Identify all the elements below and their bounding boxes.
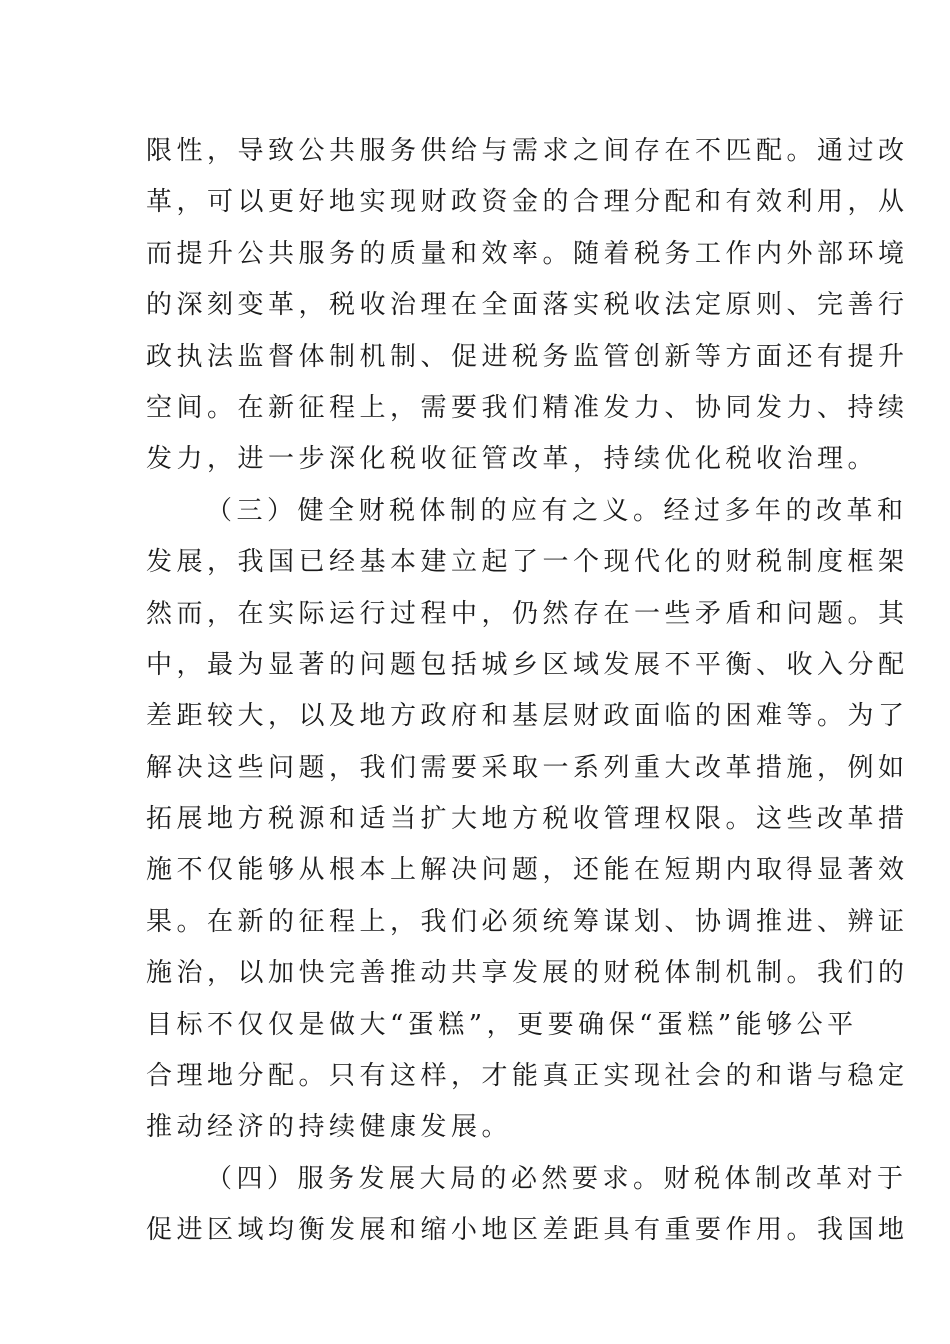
body-text (146, 126, 909, 1257)
section-heading-line: （四）服务发展大局的必然要求。财税体制改革对于 (206, 1163, 908, 1194)
text-line: 解决这些问题，我们需要采取一系列重大改革措施，例如 (146, 752, 909, 783)
text-line: 中，最为显著的问题包括城乡区域发展不平衡、收入分配 (146, 649, 909, 680)
text-line: 果。在新的征程上，我们必须统筹谋划、协调推进、辨证 (146, 906, 909, 937)
section-heading-line: （三）健全财税体制的应有之义。经过多年的改革和 (206, 495, 908, 526)
text-line: 空间。在新征程上，需要我们精准发力、协同发力、持续 (146, 392, 909, 423)
text-line: 政执法监督体制机制、促进税务监管创新等方面还有提升 (146, 341, 909, 372)
text-line: 目标不仅仅是做大“蛋糕”，更要确保“蛋糕”能够公平 (146, 1009, 858, 1040)
text-line: 而提升公共服务的质量和效率。随着税务工作内外部环境 (146, 238, 909, 269)
text-line: 施不仅能够从根本上解决问题，还能在短期内取得显著效 (146, 855, 909, 886)
text-line: 合理地分配。只有这样，才能真正实现社会的和谐与稳定 (146, 1061, 909, 1092)
text-line: 差距较大，以及地方政府和基层财政面临的困难等。为了 (146, 701, 909, 732)
text-line: 限性，导致公共服务供给与需求之间存在不匹配。通过改 (146, 136, 909, 166)
text-line: 发力，进一步深化税收征管改革，持续优化税收治理。 (146, 444, 879, 475)
text-line: 促进区域均衡发展和缩小地区差距具有重要作用。我国地 (146, 1215, 909, 1246)
text-line: 发展，我国已经基本建立起了一个现代化的财税制度框架 (146, 547, 909, 578)
text-line: 施治，以加快完善推动共享发展的财税体制机制。我们的 (146, 958, 909, 989)
text-line: 然而，在实际运行过程中，仍然存在一些矛盾和问题。其 (146, 598, 909, 629)
text-line: 的深刻变革，税收治理在全面落实税收法定原则、完善行 (146, 290, 909, 321)
text-line: 革，可以更好地实现财政资金的合理分配和有效利用，从 (146, 187, 909, 218)
text-line: 推动经济的持续健康发展。 (146, 1112, 513, 1143)
text-line: 拓展地方税源和适当扩大地方税收管理权限。这些改革措 (146, 804, 909, 835)
